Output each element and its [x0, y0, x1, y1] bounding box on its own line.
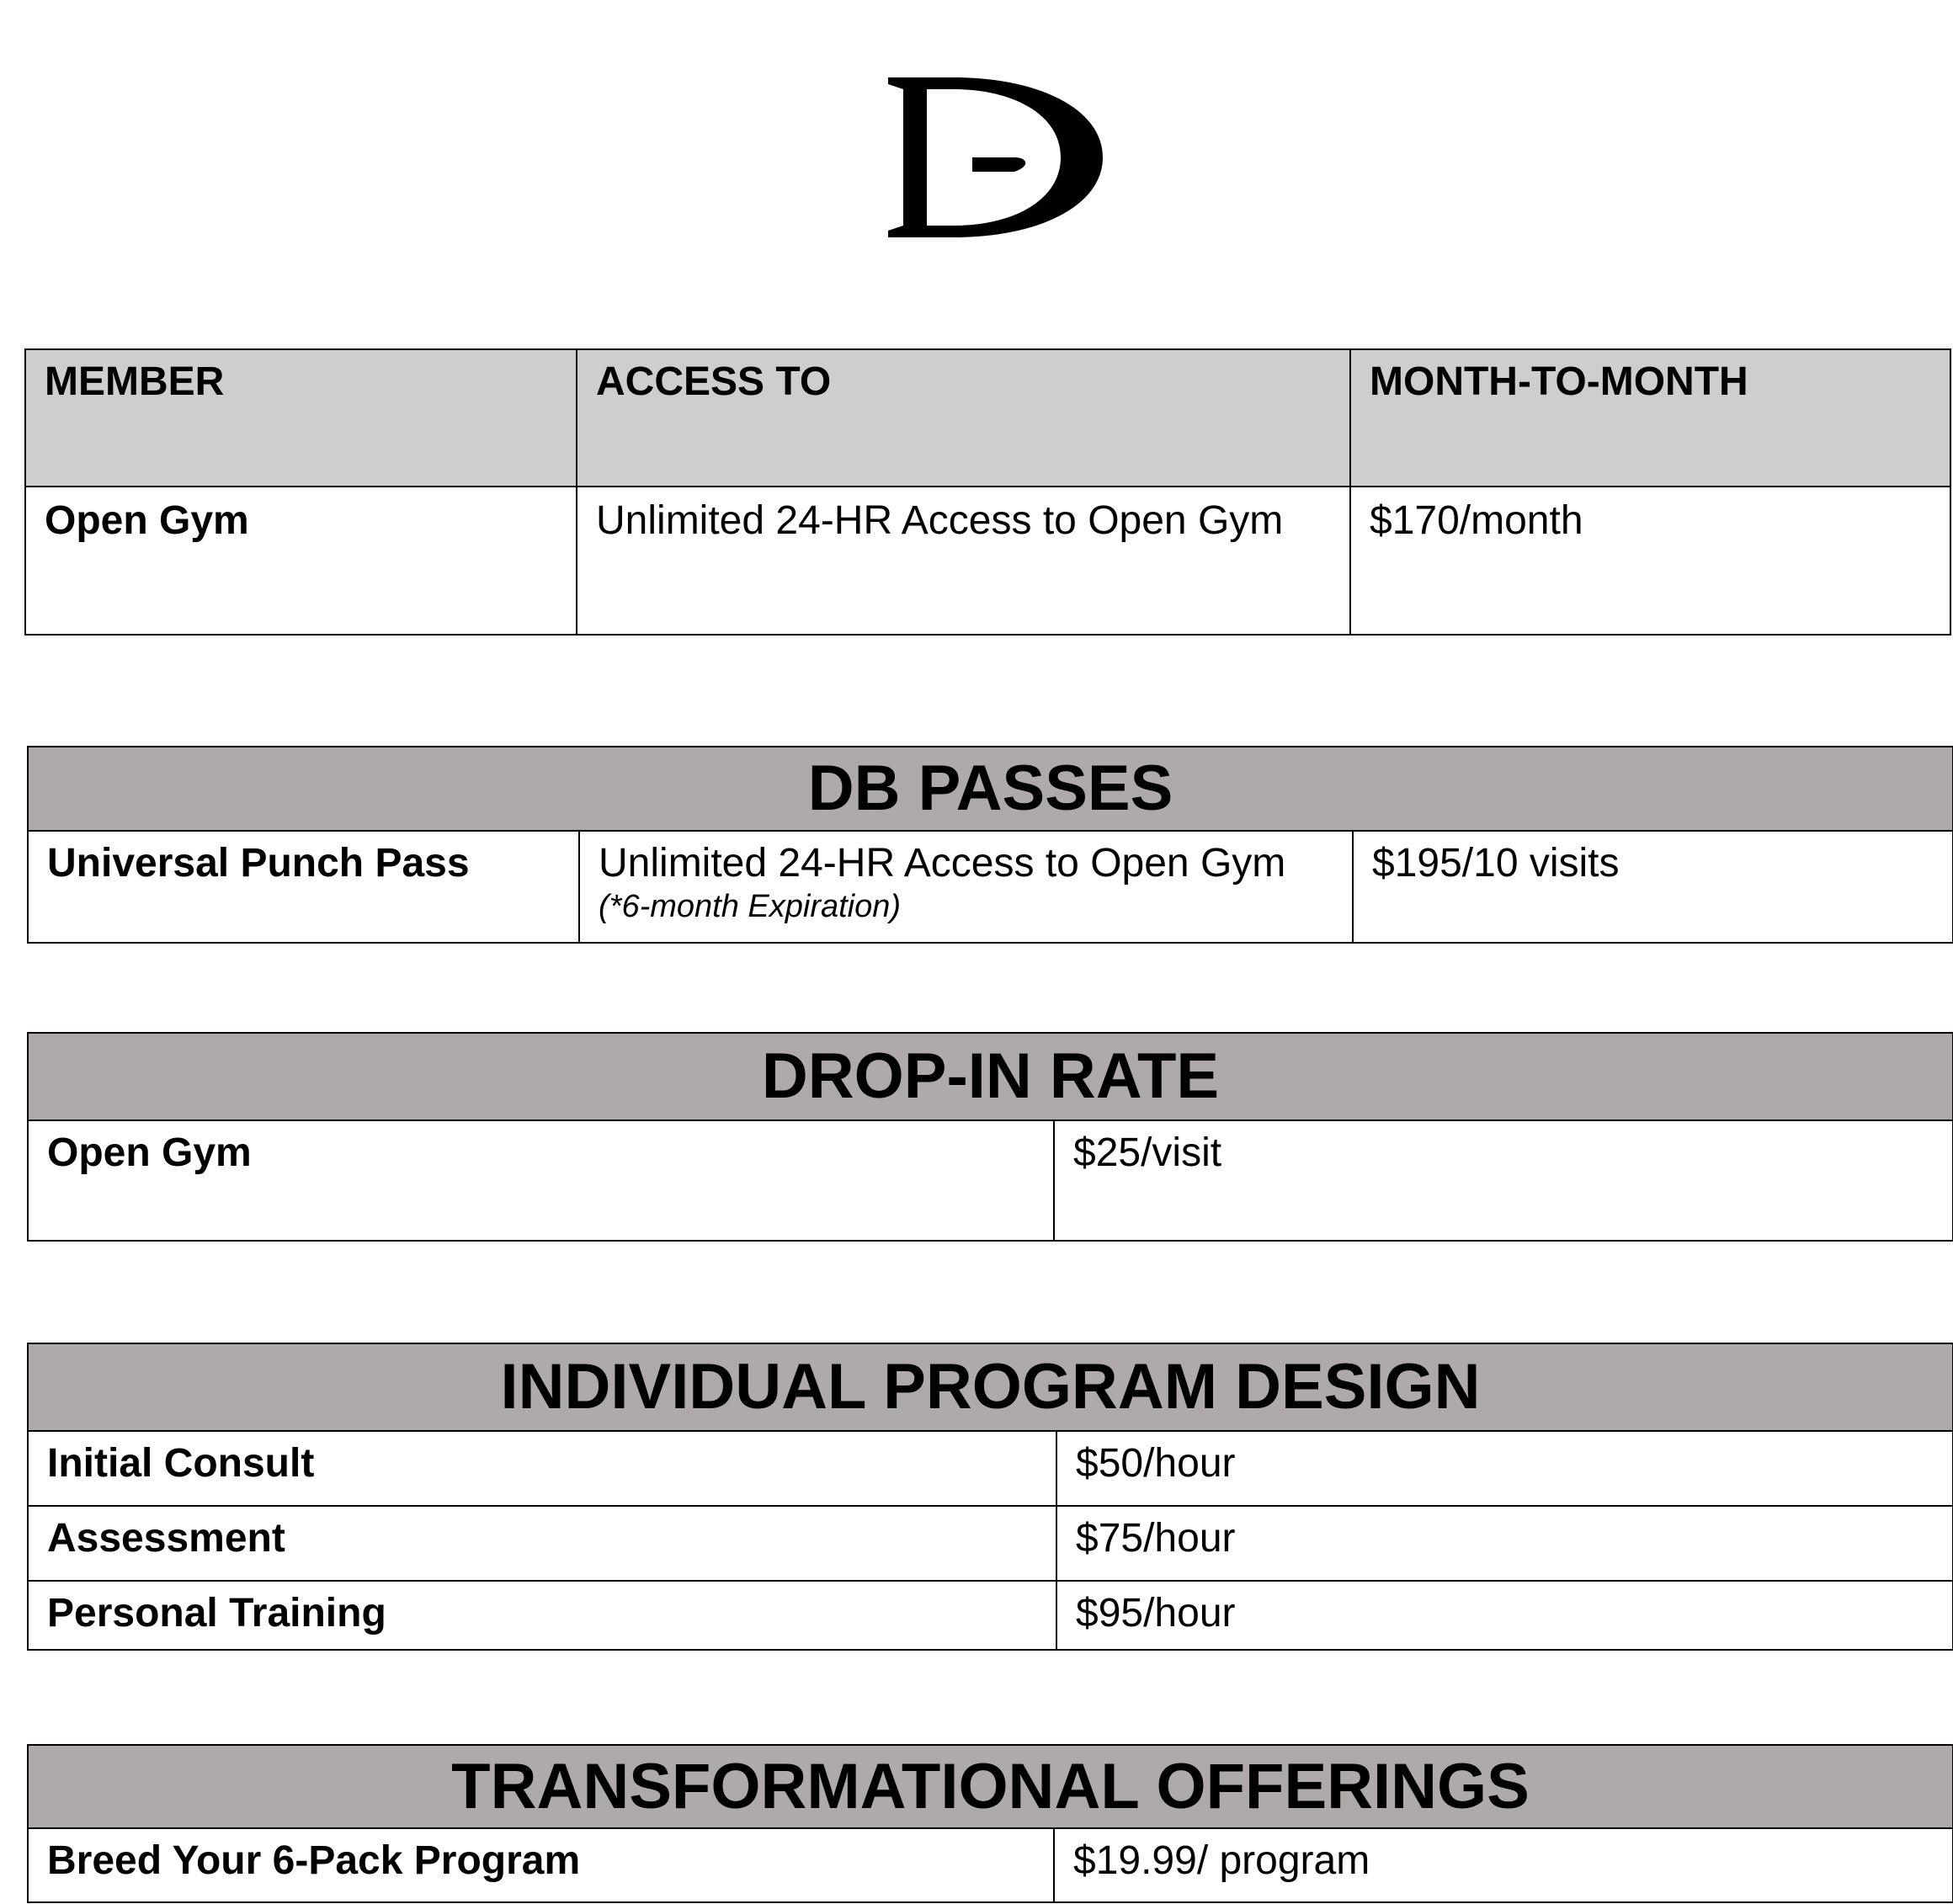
offering-price: $19.99/ program: [1054, 1828, 1953, 1902]
program-design-table: [27, 1343, 1953, 1651]
db-passes-table: [27, 746, 1953, 944]
program-item-price: $50/hour: [1056, 1431, 1953, 1506]
drop-in-table: [27, 1032, 1953, 1242]
table-row: [28, 1431, 1953, 1506]
drop-in-price: $25/visit: [1054, 1120, 1953, 1241]
member-name: Open Gym: [25, 487, 577, 635]
section-title: INDIVIDUAL PROGRAM DESIGN: [28, 1343, 1953, 1431]
table-row: [28, 831, 1953, 943]
program-item-price: $95/hour: [1056, 1581, 1953, 1650]
table-row: [28, 1828, 1953, 1902]
db-monogram-logo-icon: [888, 77, 1107, 237]
pass-name: Universal Punch Pass: [28, 831, 579, 943]
transformational-table: [27, 1744, 1953, 1903]
table-row: [28, 1506, 1953, 1581]
membership-table: [24, 348, 1951, 636]
pass-access: Unlimited 24-HR Access to Open Gym (*6-month Expiration): [579, 831, 1353, 943]
pass-expiration-note: (*6-month Expiration): [599, 888, 902, 924]
member-price: $170/month: [1350, 487, 1950, 635]
program-item-price: $75/hour: [1056, 1506, 1953, 1581]
program-item-name: Assessment: [28, 1506, 1056, 1581]
header-month-to-month: MONTH-TO-MONTH: [1350, 349, 1950, 487]
program-item-name: Initial Consult: [28, 1431, 1056, 1506]
drop-in-name: Open Gym: [28, 1120, 1054, 1241]
table-row: [28, 1120, 1953, 1241]
table-row: [28, 1581, 1953, 1650]
membership-header-row: [25, 349, 1950, 487]
header-access-to: ACCESS TO: [577, 349, 1350, 487]
header-member: MEMBER: [25, 349, 577, 487]
section-title: DB PASSES: [28, 747, 1953, 831]
member-access: Unlimited 24-HR Access to Open Gym: [577, 487, 1350, 635]
section-title: DROP-IN RATE: [28, 1033, 1953, 1120]
pass-price: $195/10 visits: [1353, 831, 1953, 943]
offering-name: Breed Your 6-Pack Program: [28, 1828, 1054, 1902]
section-title: TRANSFORMATIONAL OFFERINGS: [28, 1745, 1953, 1828]
table-row: [25, 487, 1950, 635]
program-item-name: Personal Training: [28, 1581, 1056, 1650]
